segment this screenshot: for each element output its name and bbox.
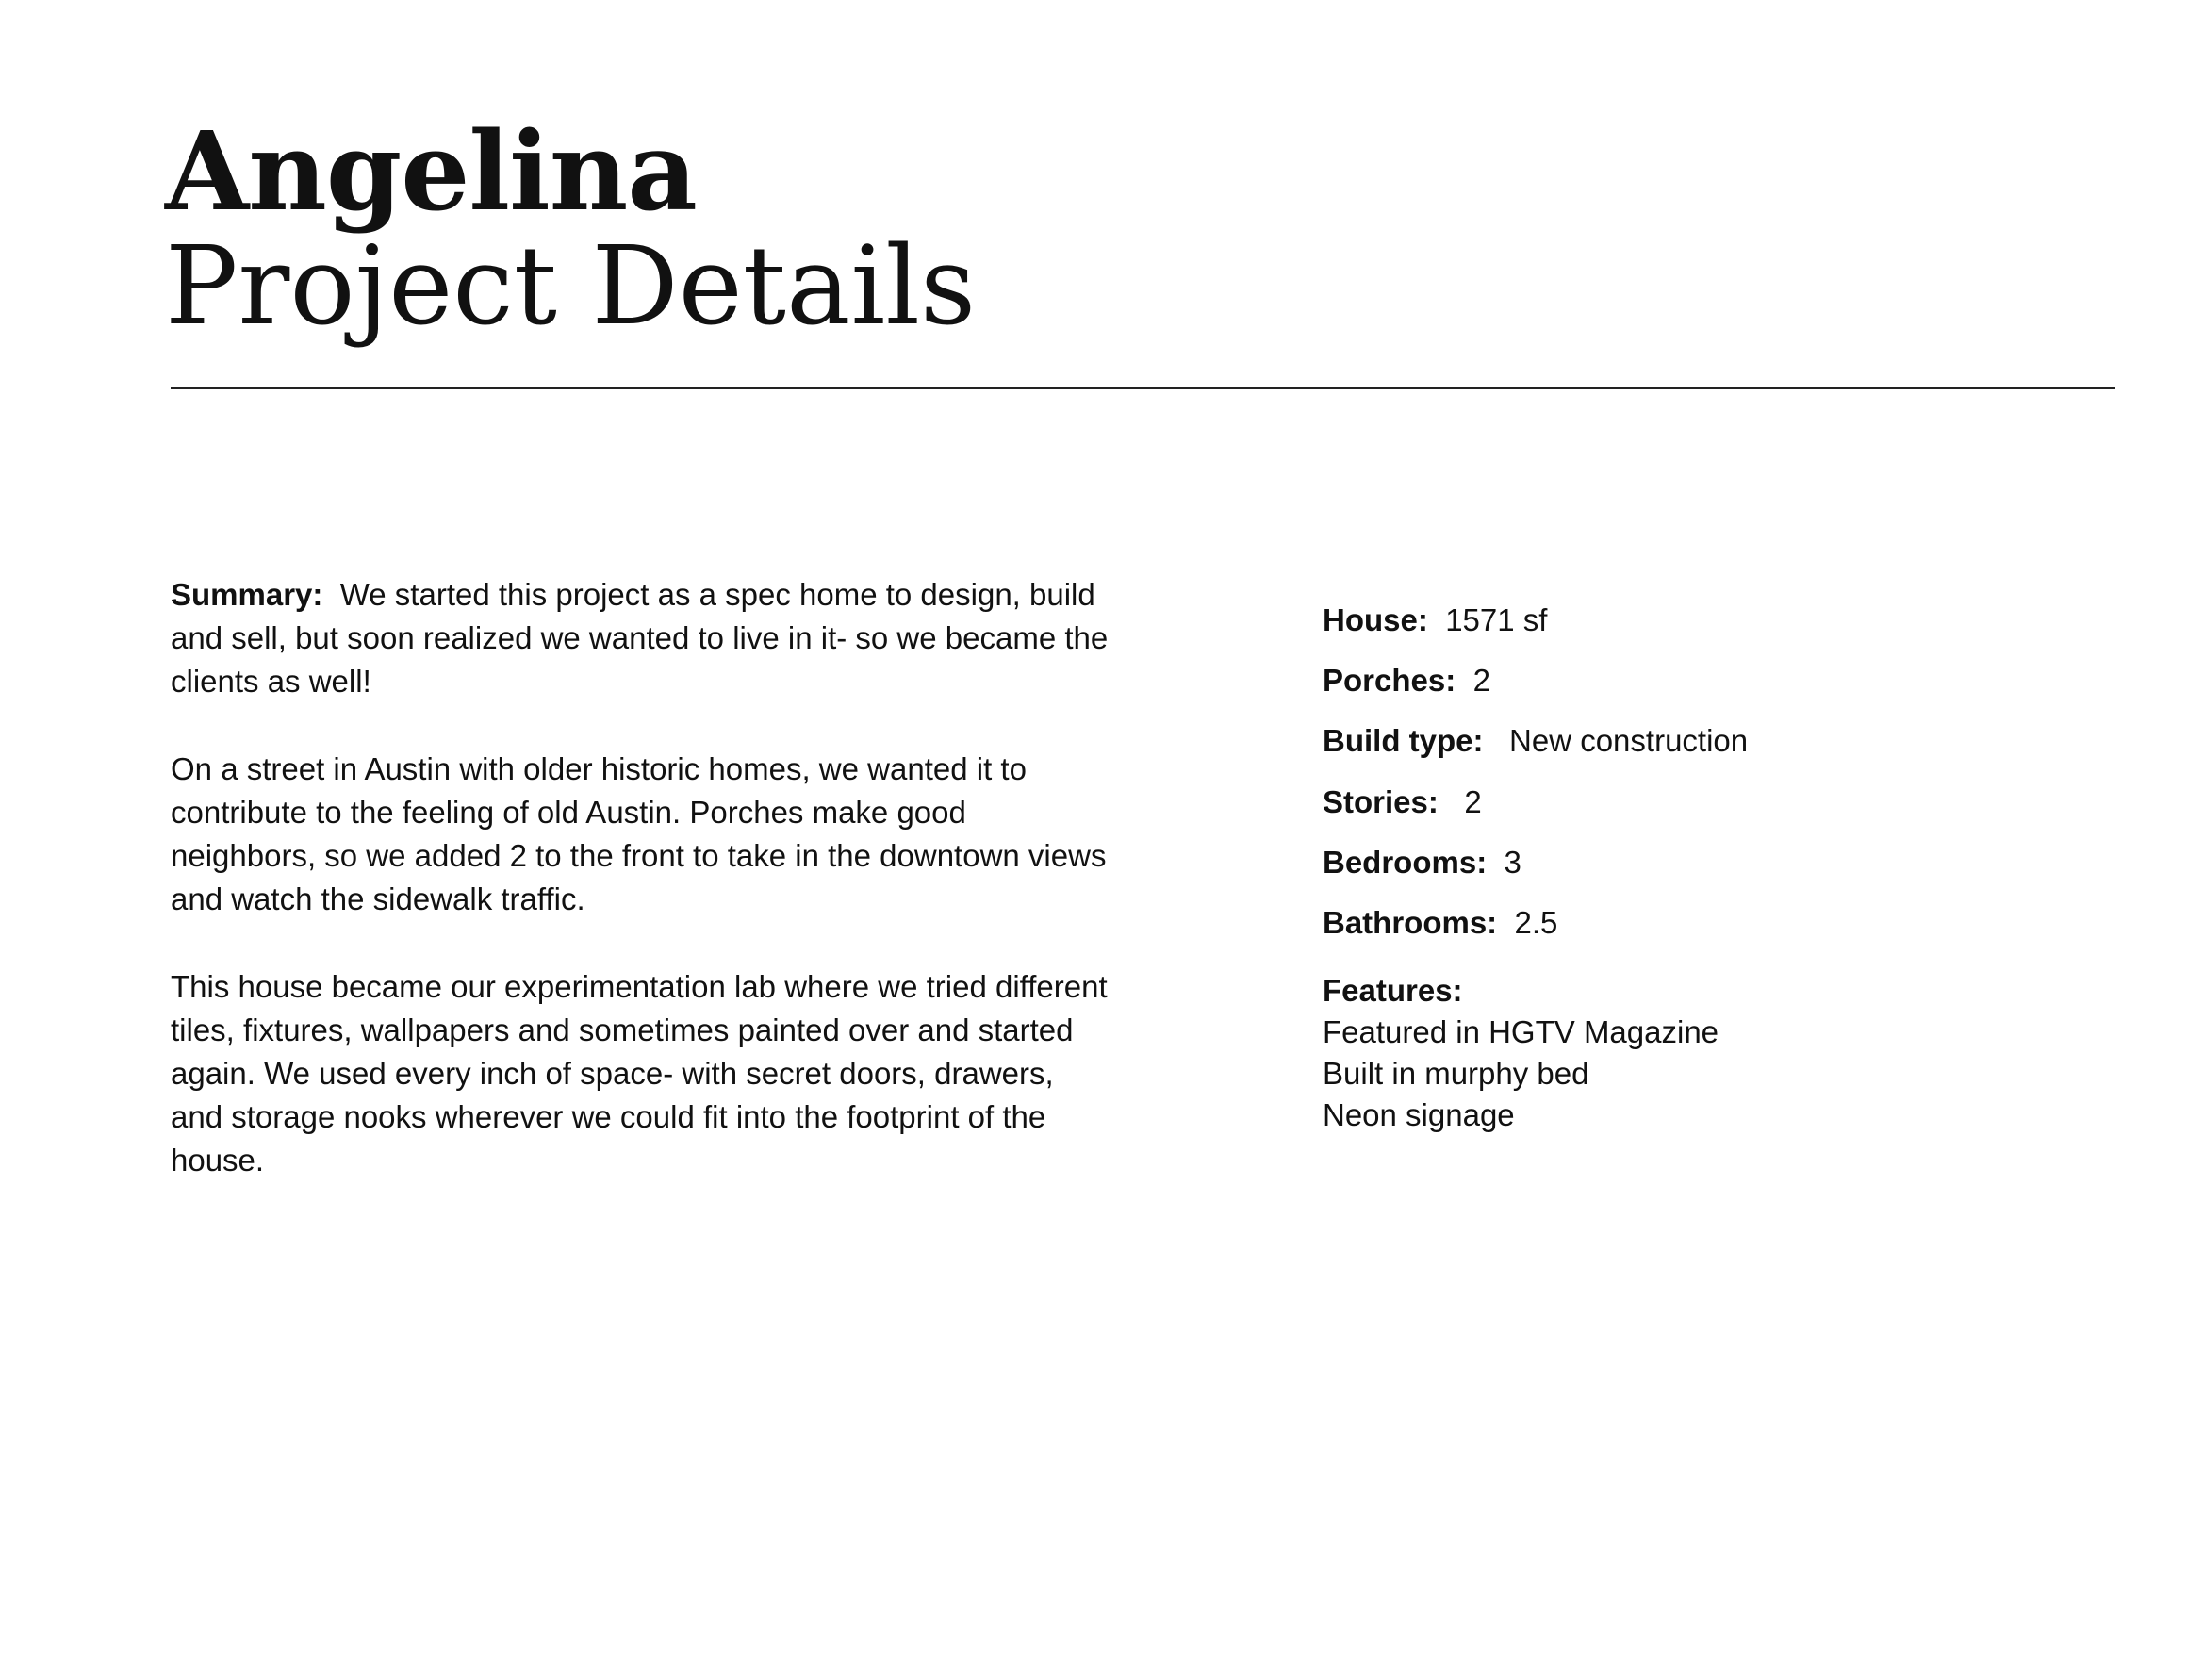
details-section — [1323, 600, 2077, 1136]
detail-house — [1323, 600, 2077, 660]
summary-section — [171, 573, 1113, 1227]
detail-porches — [1323, 660, 2077, 720]
project-name: Angelina — [165, 108, 697, 236]
detail-label: House: — [1323, 602, 1428, 637]
detail-label: Porches: — [1323, 663, 1456, 699]
detail-value: 3 — [1504, 844, 1521, 880]
summary-paragraph-1 — [171, 573, 1113, 703]
detail-value: New construction — [1509, 723, 1749, 759]
detail-value: 1571 sf — [1445, 602, 1548, 637]
detail-value: 2.5 — [1514, 904, 1558, 940]
header-divider — [171, 387, 2115, 389]
detail-build-type — [1323, 720, 2077, 781]
detail-value: 2 — [1464, 783, 1482, 819]
summary-paragraph-2: On a street in Austin with older historic homes, we wanted it to contribute to the feeling of old Austin. Porches make good neighbors, so we added 2 to the front to take in the downtown views and watch the sidewalk traffic. — [171, 751, 1107, 916]
detail-label: Bedrooms: — [1323, 844, 1488, 880]
features-block — [1323, 970, 2077, 1136]
features-label: Features: — [1323, 973, 1463, 1009]
summary-intro: We started this project as a spec home to design, build and sell, but soon realized we wanted to live in it- so we became the clients as well! — [171, 577, 1109, 699]
detail-bathrooms — [1323, 902, 2077, 963]
feature-item: Featured in HGTV Magazine — [1323, 1014, 1719, 1050]
page-title: Project Details — [165, 223, 977, 350]
feature-item: Neon signage — [1323, 1097, 1515, 1133]
detail-bedrooms — [1323, 842, 2077, 902]
detail-label: Bathrooms: — [1323, 904, 1498, 940]
detail-value: 2 — [1472, 663, 1490, 699]
detail-stories — [1323, 782, 2077, 842]
summary-paragraph-3: This house became our experimentation lab where we tried different tiles, fixtures, wallpapers and sometimes painted over and started again. We used every inch of space- with secret doors, drawers, and storage nooks wherever we could fit into the footprint of the house. — [171, 969, 1108, 1178]
detail-label: Build type: — [1323, 723, 1484, 759]
page-header — [165, 108, 977, 350]
detail-label: Stories: — [1323, 783, 1439, 819]
summary-label: Summary: — [171, 577, 323, 612]
feature-item: Built in murphy bed — [1323, 1056, 1589, 1092]
